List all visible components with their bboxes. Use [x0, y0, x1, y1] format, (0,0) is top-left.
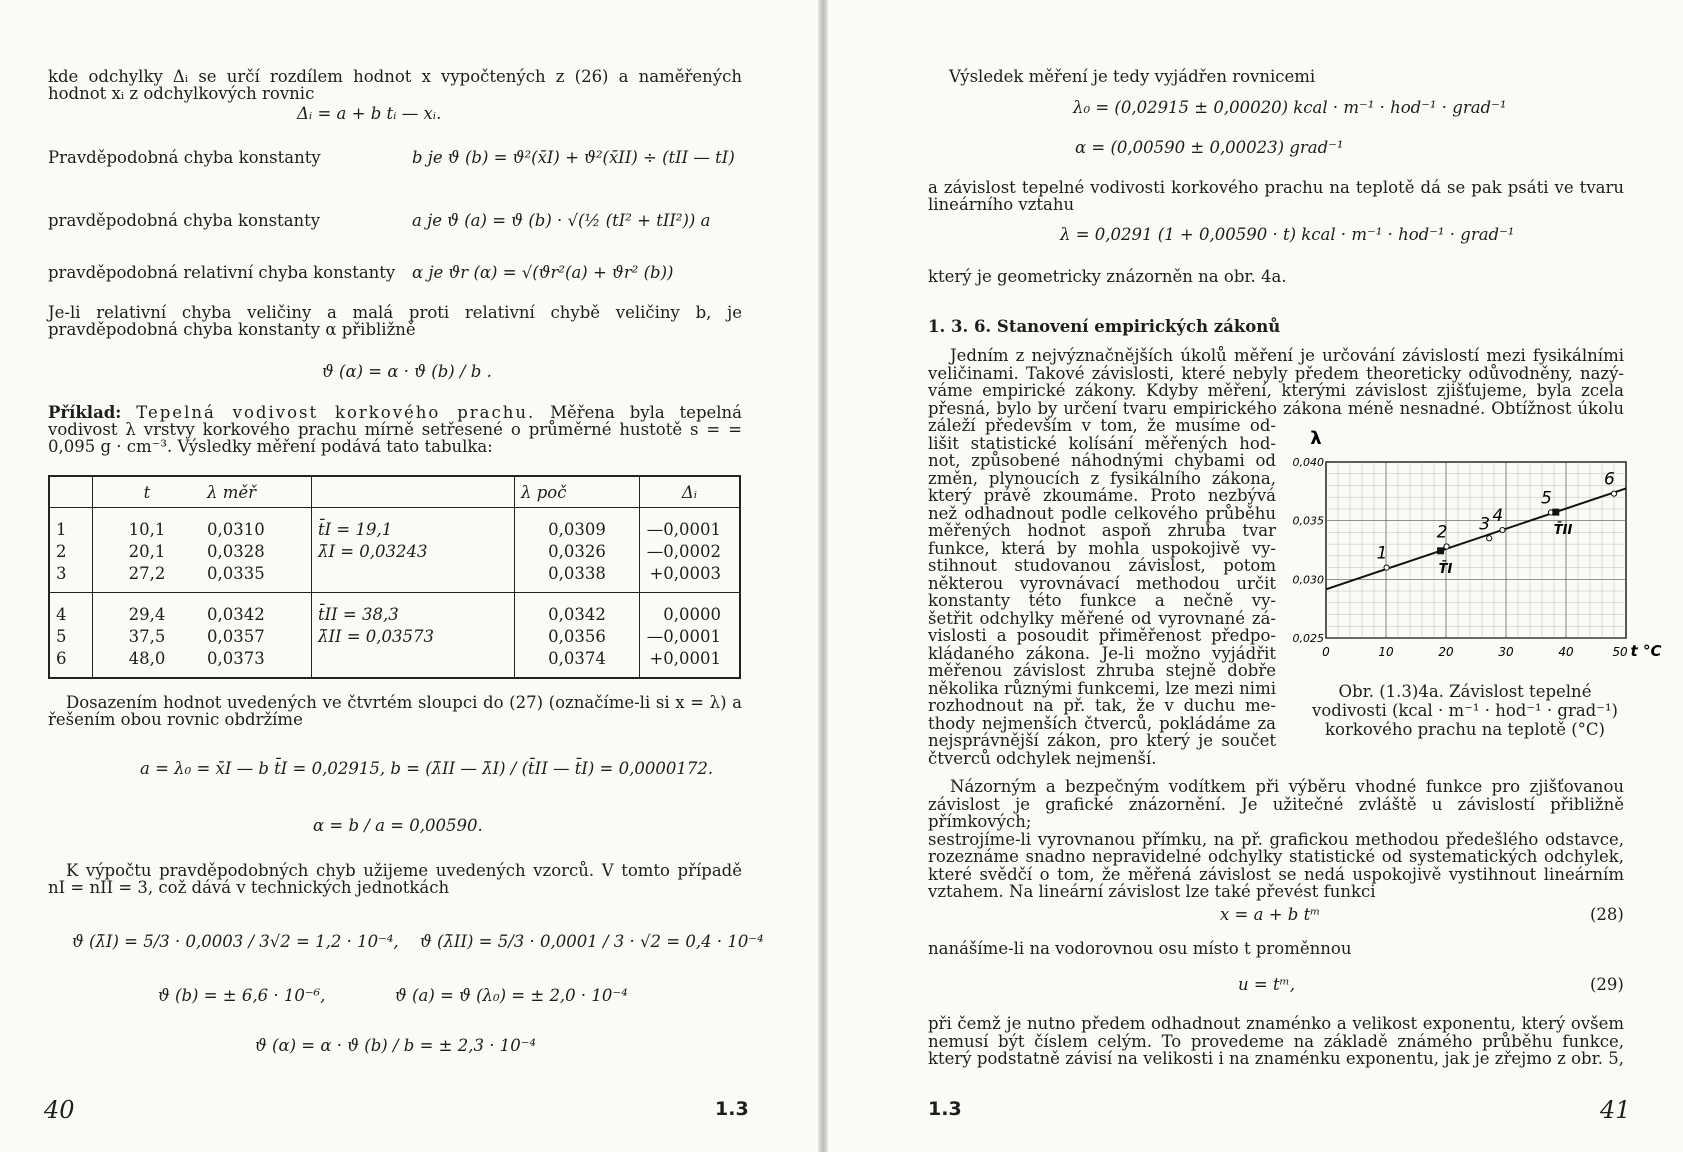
- table-cell: 29,4: [93, 593, 202, 626]
- equation-a-b: a = λ₀ = x̄I — b t̄I = 0,02915, b = (λ̄II — λ̄I) / (t̄II — t̄I) = 0,0000172.: [140, 759, 714, 778]
- table-row: [49, 562, 740, 593]
- table-row: [49, 593, 740, 626]
- text-line: několika různými funkcemi, lze mezi nimi: [928, 678, 1276, 698]
- table-cell: 0,0335: [207, 563, 265, 583]
- text-line: nemusí být číslem celým. To provedeme na základě známého průběhu funkce,: [928, 1031, 1624, 1051]
- x-tick-label: 0: [1322, 645, 1330, 659]
- text-line: vislosti a posoudit přiměřenost předpo-: [928, 626, 1276, 645]
- table-cell: 2: [56, 541, 67, 561]
- table-row: [49, 625, 740, 647]
- data-point-label: 4: [1492, 506, 1504, 527]
- label-error-b: Pravděpodobná chyba konstanty: [48, 148, 321, 167]
- table-row: [49, 540, 740, 562]
- data-point: [1611, 491, 1616, 496]
- table-cell: 1: [56, 519, 67, 539]
- chart-frame: [1326, 462, 1626, 638]
- example-text: Měřena byla tepelná vodivost λ vrstvy korkového prachu mírně setřesené o průměrné hustotě s = = 0,095 g · cm⁻³. Výsledky měření podává tato tabulka:: [48, 403, 743, 456]
- table-cell: 6: [56, 648, 67, 668]
- table-header: Δᵢ: [640, 476, 741, 508]
- equation-28-number: (28): [1590, 905, 1624, 924]
- measurement-table: [48, 475, 741, 679]
- formula-error-relative: α je ϑr (α) = √(ϑr²(a) + ϑr² (b)): [412, 263, 674, 282]
- table-cell: t̄II = 38,3: [312, 593, 515, 626]
- table-header: [49, 476, 93, 508]
- y-axis-label: λ: [1310, 428, 1322, 449]
- table-cell: [312, 647, 515, 678]
- text-line: které svědčí o tom, že měřená závislost se nedá uspokojivě vystihnout lineárním: [928, 864, 1624, 884]
- text-line: změn, plynoucích z fysikálního zákona,: [928, 468, 1276, 488]
- equation-error-lambda-2: ϑ (λ̄II) = 5/3 · 0,0001 / 3 · √2 = 0,4 · 10⁻⁴: [420, 932, 764, 951]
- paragraph-exponent: [928, 1015, 1624, 1068]
- table-cell: 0,0342: [201, 593, 312, 626]
- data-point: [1444, 544, 1449, 549]
- table-cell: 0,0328: [207, 541, 265, 561]
- equation-lambda-linear: λ = 0,0291 (1 + 0,00590 · t) kcal · m⁻¹ · hod⁻¹ · grad⁻¹: [1060, 225, 1515, 244]
- table-cell: λ̄II = 0,03573: [312, 625, 515, 647]
- table-cell: 0,0342: [515, 593, 640, 626]
- table-cell: t̄I = 19,1: [312, 508, 515, 541]
- data-point: [1487, 536, 1492, 541]
- text-line: nejsprávnější zákon, pro který je součet: [928, 731, 1276, 750]
- y-tick-label: 0,030: [1292, 573, 1324, 587]
- page-number: 41: [1600, 1096, 1631, 1124]
- table-cell: +0,0003: [640, 562, 741, 593]
- table-header: λ měř: [201, 476, 312, 508]
- text-line: vztahem. Na lineární závislost lze také převést funkci: [928, 882, 1376, 901]
- x-tick-label: 30: [1498, 645, 1514, 659]
- text-line: záleží především v tom, že musíme od-: [928, 416, 1276, 435]
- text-line: než odhadnout podle celkového průběhu: [928, 503, 1276, 523]
- text-line: který podstatně závisí na velikosti i na znaménku exponentu, jak je zřejmo z obr. 5,: [928, 1049, 1624, 1068]
- text-line: Názorným a bezpečným vodítkem při výběru vhodné funkce pro zjišťovanou: [950, 777, 1624, 796]
- paragraph-empirical-laws: [928, 347, 1624, 417]
- equation-delta: Δᵢ = a + b tᵢ — xᵢ.: [297, 104, 442, 123]
- text-line: měřených hodnot aspoň zhruba tvar: [928, 521, 1276, 540]
- equation-29: u = tᵐ,: [1238, 975, 1295, 994]
- text-line: konstanty této funkce a nečně vy-: [928, 591, 1276, 610]
- text-line: závislost je grafické znázornění. Je užitečné zvláště u závislostí přibližně přímkových;: [928, 794, 1624, 831]
- mean-point-label: T̄I: [1438, 561, 1453, 577]
- thermal-conductivity-chart: [1288, 428, 1668, 673]
- table-cell: 5: [56, 626, 67, 646]
- table-cell: λ̄I = 0,03243: [312, 540, 515, 562]
- table-row: [49, 508, 740, 541]
- table-cell: 0,0309: [515, 508, 640, 541]
- equation-alpha-approx: ϑ (α) = α · ϑ (b) / b .: [322, 362, 492, 381]
- text-line: měřenou závislost zhruba stejně dobře: [928, 661, 1276, 680]
- data-point-label: 1: [1376, 543, 1388, 564]
- formula-error-a: a je ϑ (a) = ϑ (b) · √(½ (tI² + tII²)) a: [412, 211, 711, 230]
- data-point-label: 5: [1541, 488, 1552, 509]
- text-line: sestrojíme-li vyrovnanou přímku, na př. grafickou methodou předešlého odstavce,: [928, 829, 1624, 849]
- paragraph-empirical-laws-narrow: [928, 417, 1276, 767]
- data-point: [1500, 527, 1505, 532]
- table-row: [49, 647, 740, 678]
- x-tick-label: 10: [1378, 645, 1394, 659]
- equation-29-number: (29): [1590, 975, 1624, 994]
- x-axis-label: t °C: [1630, 642, 1662, 660]
- section-mark: 1.3: [928, 1098, 962, 1120]
- label-error-relative: pravděpodobná relativní chyba konstanty: [48, 263, 396, 282]
- y-tick-label: 0,035: [1292, 514, 1324, 528]
- figure-caption: Obr. (1.3)4a. Závislost tepelné vodivosti (kcal · m⁻¹ · hod⁻¹ · grad⁻¹) korkového prachu na teplotě (°C): [1312, 682, 1618, 739]
- table-cell: 0,0357: [207, 626, 265, 646]
- data-point: [1384, 565, 1389, 570]
- equation-error-lambda-1: ϑ (λ̄I) = 5/3 · 0,0003 / 3√2 = 1,2 · 10⁻⁴,: [72, 932, 399, 951]
- text-line: který právě zkoumáme. Proto nezbývá: [928, 486, 1276, 505]
- mean-point: [1552, 509, 1559, 516]
- example-title: Tepelná vodivost korkového prachu.: [136, 403, 536, 422]
- equation-28: x = a + b tᵐ: [1220, 905, 1321, 924]
- table-cell: [312, 562, 515, 593]
- table-cell: 10,1: [93, 508, 202, 541]
- page-number: 40: [44, 1096, 75, 1124]
- table-cell: 0,0374: [515, 647, 640, 678]
- data-point-label: 3: [1479, 514, 1491, 535]
- paragraph-graphical: [928, 778, 1624, 901]
- table-cell: 0,0373: [207, 648, 265, 668]
- equation-error-a: ϑ (a) = ϑ (λ₀) = ± 2,0 · 10⁻⁴: [395, 986, 628, 1005]
- example-paragraph: [48, 404, 742, 455]
- table-cell: 0,0338: [515, 562, 640, 593]
- text-line: při čemž je nutno předem odhadnout znaménko a velikost exponentu, který ovšem: [928, 1014, 1624, 1033]
- table-header: t: [93, 476, 202, 508]
- paragraph-substitution: Dosazením hodnot uvedených ve čtvrtém sloupci do (27) (označíme-li si x = λ) a řešením obou rovnic obdržíme: [48, 693, 742, 729]
- text-line: thody nejmenších čtverců, pokládáme za: [928, 713, 1276, 733]
- left-page: [0, 0, 820, 1152]
- mean-point: [1437, 547, 1444, 554]
- paragraph-probable-errors: K výpočtu pravděpodobných chyb užijeme uvedených vzorců. V tomto případě nI = nII = 3, což dává v technických jednotkách: [48, 861, 742, 897]
- mean-point-label: T̄II: [1553, 523, 1573, 539]
- table-cell: 0,0000: [640, 593, 741, 626]
- equation-error-b: ϑ (b) = ± 6,6 · 10⁻⁶,: [158, 986, 326, 1005]
- text-line: rozhodnout na př. tak, že v duchu me-: [928, 696, 1276, 715]
- equation-alpha-value: α = b / a = 0,00590.: [313, 816, 483, 835]
- paragraph-figure-reference: který je geometricky znázorněn na obr. 4a.: [928, 267, 1287, 286]
- table-cell: +0,0001: [640, 647, 741, 678]
- formula-error-b: b je ϑ (b) = ϑ²(x̄I) + ϑ²(x̄II) ÷ (tII — tI): [412, 148, 735, 167]
- example-label: Příklad:: [48, 403, 122, 422]
- table-cell: 48,0: [93, 647, 202, 678]
- section-title: 1. 3. 6. Stanovení empirických zákonů: [928, 317, 1281, 336]
- text-line: stihnout studovanou závislost, potom: [928, 556, 1276, 575]
- table-header: [312, 476, 515, 508]
- text-line: váme empirické zákony. Kdyby měření, kterými závislost zjišťujeme, byla zcela: [928, 381, 1624, 400]
- x-tick-label: 50: [1612, 645, 1628, 659]
- table-cell: 0,0356: [515, 625, 640, 647]
- equation-lambda-zero: λ₀ = (0,02915 ± 0,00020) kcal · m⁻¹ · hod⁻¹ · grad⁻¹: [1073, 98, 1507, 117]
- data-point-label: 6: [1604, 469, 1615, 490]
- table-header: λ poč: [515, 476, 640, 508]
- table-cell: 27,2: [93, 562, 202, 593]
- x-tick-label: 40: [1558, 645, 1574, 659]
- data-point-label: 2: [1436, 522, 1448, 543]
- table-cell: 0,0310: [207, 519, 265, 539]
- x-tick-label: 20: [1438, 645, 1454, 659]
- section-mark: 1.3: [715, 1098, 749, 1120]
- text-line: čtverců odchylek nejmenší.: [928, 748, 1157, 768]
- text-line: přesná, bylo by určení tvaru empirického zákona méně nesnadné. Obtížnost úkolu: [928, 398, 1624, 418]
- equation-error-alpha: ϑ (α) = α · ϑ (b) / b = ± 2,3 · 10⁻⁴: [255, 1036, 537, 1055]
- y-tick-label: 0,040: [1292, 456, 1324, 469]
- text-line: kládaného zákona. Je-li možno vyjádřit: [928, 643, 1276, 663]
- paragraph-deviations: kde odchylky Δᵢ se určí rozdílem hodnot x vypočtených z (26) a naměřených hodnot xᵢ z odchylkových rovnic: [48, 67, 742, 103]
- fit-line: [1326, 488, 1626, 589]
- paragraph-relative-error: Je-li relativní chyba veličiny a malá proti relativní chybě veličiny b, je pravděpodobná chyba konstanty α přibližně: [48, 303, 742, 339]
- table-cell: —0,0002: [640, 540, 741, 562]
- table-cell: 0,0326: [515, 540, 640, 562]
- table-cell: —0,0001: [640, 625, 741, 647]
- text-line: funkce, která by mohla uspokojivě vy-: [928, 538, 1276, 558]
- text-line: veličinami. Takové závislosti, které nebyly předem theoreticky odůvodněny, nazý-: [928, 363, 1624, 383]
- paragraph-result-intro: Výsledek měření je tedy vyjádřen rovnicemi: [949, 67, 1316, 86]
- text-line: šetřit odchylky měřené od vyrovnané zá-: [928, 608, 1276, 628]
- label-error-a: pravděpodobná chyba konstanty: [48, 211, 321, 230]
- table-cell: 4: [49, 593, 93, 626]
- table-cell: —0,0001: [640, 508, 741, 541]
- text-line: not, způsobené náhodnými chybami od: [928, 451, 1276, 470]
- text-line: lišit statistické kolísání měřených hod-: [928, 433, 1276, 453]
- table-cell: 3: [56, 563, 67, 583]
- table-cell: 20,1: [93, 540, 202, 562]
- text-line: rozeznáme snadno nepravidelné odchylky statistické od systematických odchylek,: [928, 847, 1624, 866]
- table-cell: 37,5: [93, 625, 202, 647]
- equation-alpha-result: α = (0,00590 ± 0,00023) grad⁻¹: [1075, 138, 1344, 157]
- paragraph-linear-relation: a závislost tepelné vodivosti korkového prachu na teplotě dá se pak psáti ve tvaru lineárního vztahu: [928, 178, 1624, 214]
- text-line: některou vyrovnávací methodou určit: [928, 573, 1276, 593]
- y-tick-label: 0,025: [1292, 632, 1324, 645]
- paragraph-substitute-variable: nanášíme-li na vodorovnou osu místo t proměnnou: [928, 939, 1352, 958]
- text-line: Jedním z nejvýznačnějších úkolů měření je určování závislostí mezi fysikálními: [950, 346, 1624, 365]
- table-header-row: [49, 476, 740, 508]
